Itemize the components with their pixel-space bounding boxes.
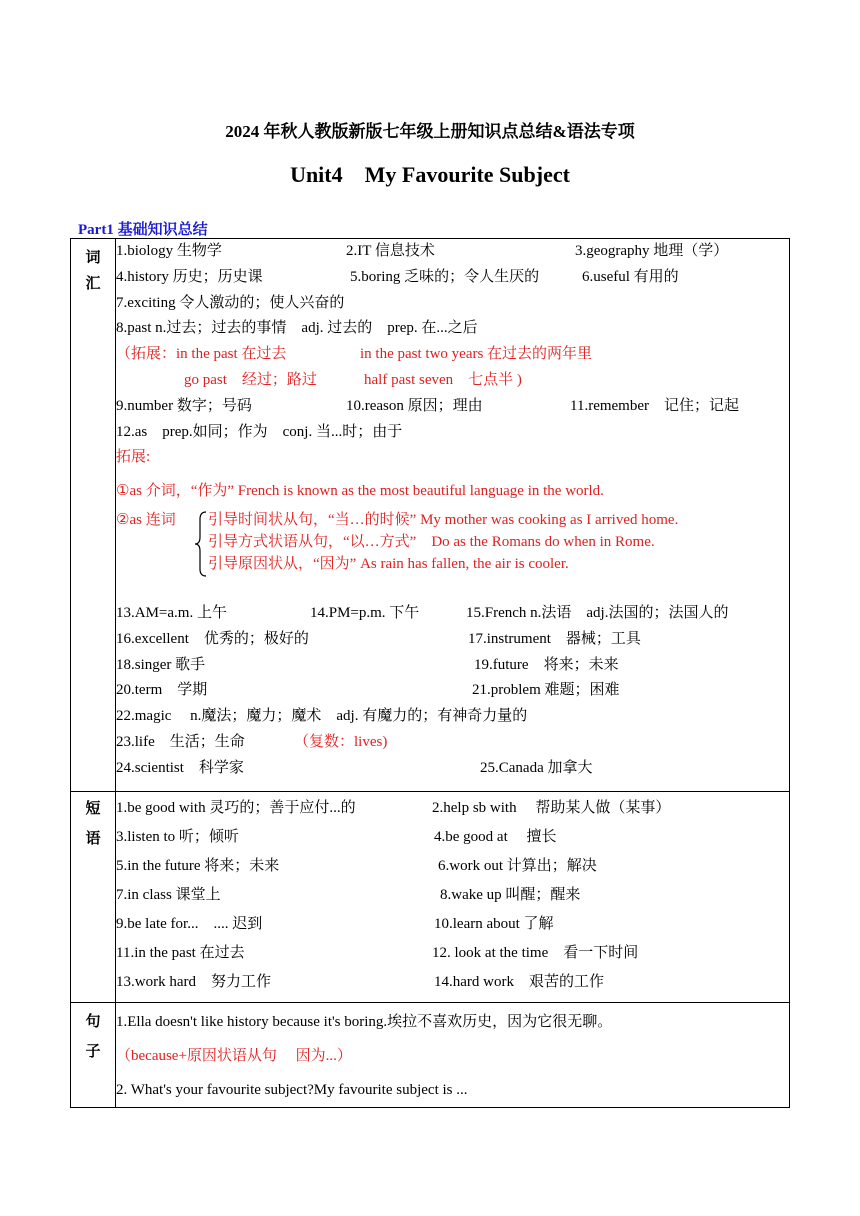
vocab-row [116,730,789,756]
extension-item: in the past two years 在过去的两年里 [360,346,593,363]
phrase-item: 2.help sb with 帮助某人做（某事） [432,800,671,816]
sentence-category-cell [71,1003,116,1108]
vocab-row [116,704,789,730]
vocab-item: 22.magic n.魔法；魔力；魔术 adj. 有魔力的；有神奇力量的 [116,708,528,725]
phrase-content [116,792,790,1003]
phrase-row [116,910,789,939]
vocab-section [71,239,790,792]
extension-item: 引导原因状从，“因为” As rain has fallen, the air is cooler. [208,555,569,572]
as-conjunction-block [116,509,789,577]
vocab-item: 3.geography 地理（学） [575,243,729,259]
sentence-section [71,1003,790,1108]
phrase-row [116,794,789,823]
vocab-item: 19.future 将来；未来 [474,656,619,673]
vocab-item: 20.term 学期 [116,682,208,699]
sentence-note-row [116,1039,789,1073]
extension-item: half past seven 七点半 ) [364,371,522,388]
sentence-note: （because+原因状语从句 因为...） [116,1048,352,1064]
vocab-item: 7.exciting 令人激动的；使人兴奋的 [116,294,345,311]
vocab-item: 12.as prep.如同；作为 conj. 当...时；由于 [116,423,403,440]
phrase-item: 12. look at the time 看一下时间 [432,945,639,961]
sentence-item: 2. What's your favourite subject?My favourite subject is ... [116,1082,468,1098]
category-label: 子 [85,1044,101,1060]
phrase-item: 3.listen to 听；倾听 [116,829,239,845]
vocab-row [116,420,789,446]
phrase-row [116,939,789,968]
vocab-row [116,291,789,317]
vocab-row [116,601,789,627]
knowledge-table [70,238,790,1108]
vocab-item: 10.reason 原因；理由 [346,397,483,414]
vocab-row [116,265,789,291]
phrase-item: 14.hard work 艰苦的工作 [434,974,604,990]
extension-label-row [116,445,789,471]
phrase-item: 11.in the past 在过去 [116,945,245,961]
vocab-row [116,239,789,265]
vocab-item: 14.PM=p.m. 下午 [310,604,420,621]
phrase-row [116,968,789,997]
unit-title: Unit4 My Favourite Subject [290,162,570,187]
document-title: 2024 年秋人教版新版七年级上册知识点总结&语法专项 [225,122,635,141]
vocab-item: 15.French n.法语 adj.法国的；法国人的 [466,604,729,621]
extension-row [116,479,789,505]
vocab-extension-row [116,368,789,394]
vocab-item: 13.AM=a.m. 上午 [116,604,227,621]
vocab-row [116,756,789,782]
sentence-row [116,1005,789,1039]
phrase-item: 10.learn about 了解 [434,916,554,932]
plural-note: （复数：lives) [294,733,388,750]
vocab-item: 25.Canada 加拿大 [480,759,593,776]
extension-item: ①as 介词，“作为” French is known as the most beautiful language in the world. [116,483,604,500]
vocab-item: 9.number 数字；号码 [116,397,252,414]
vocab-item: 21.problem 难题；困难 [472,682,620,699]
category-label: 词 [85,250,101,266]
phrase-item: 13.work hard 努力工作 [116,974,271,990]
extension-item: （拓展：in the past 在过去 [116,346,287,363]
vocab-row [116,653,789,679]
extension-item: 引导方式状语从句，“以…方式” Do as the Romans do when in Rome. [208,533,655,550]
phrase-row [116,823,789,852]
phrase-row [116,852,789,881]
category-label: 句 [85,1014,101,1030]
phrase-item: 6.work out 计算出；解决 [438,858,597,874]
vocab-item: 6.useful 有用的 [582,268,679,285]
extension-label: ②as 连词 [116,511,176,528]
vocab-item: 8.past n.过去；过去的事情 adj. 过去的 prep. 在...之后 [116,320,478,337]
phrase-item: 5.in the future 将来；未来 [116,858,280,874]
category-label: 汇 [85,276,101,292]
category-label: 语 [85,831,101,847]
vocab-item: 23.life 生活；生命 [116,733,245,750]
phrase-item: 8.wake up 叫醒；醒来 [440,887,581,903]
phrase-item: 1.be good with 灵巧的；善于应付...的 [116,800,356,816]
vocab-item: 4.history 历史；历史课 [116,268,263,285]
phrase-section [71,792,790,1003]
sentence-row [116,1073,789,1107]
category-label: 短 [85,801,101,817]
vocab-row [116,394,789,420]
vocab-item: 11.remember 记住；记起 [570,397,739,414]
vocab-item: 1.biology 生物学 [116,243,222,259]
phrase-item: 9.be late for... .... 迟到 [116,916,263,932]
vocab-row [116,678,789,704]
vocab-row [116,316,789,342]
vocab-item: 2.IT 信息技术 [346,243,435,259]
vocab-item: 18.singer 歌手 [116,656,206,673]
extension-label: 拓展: [116,449,151,466]
vocab-item: 24.scientist 科学家 [116,759,244,776]
vocab-item: 16.excellent 优秀的；极好的 [116,630,309,647]
vocab-content [116,239,790,792]
curly-brace-icon [194,511,208,577]
phrase-item: 7.in class 课堂上 [116,887,221,903]
vocab-category-cell [71,239,116,792]
phrase-category-cell [71,792,116,1003]
phrase-row [116,881,789,910]
vocab-row [116,627,789,653]
vocab-item: 5.boring 乏味的；令人生厌的 [350,268,540,285]
extension-item: go past 经过；路过 [184,371,317,388]
vocab-extension-row [116,342,789,368]
part-title: Part1 基础知识总结 [78,222,208,238]
sentence-content [116,1003,790,1108]
vocab-item: 17.instrument 器械；工具 [468,630,641,647]
phrase-item: 4.be good at 擅长 [434,829,557,845]
extension-item: 引导时间状从句，“当…的时候” My mother was cooking as I arrived home. [208,511,679,528]
sentence-item: 1.Ella doesn't like history because it's boring.埃拉不喜欢历史，因为它很无聊。 [116,1014,613,1030]
